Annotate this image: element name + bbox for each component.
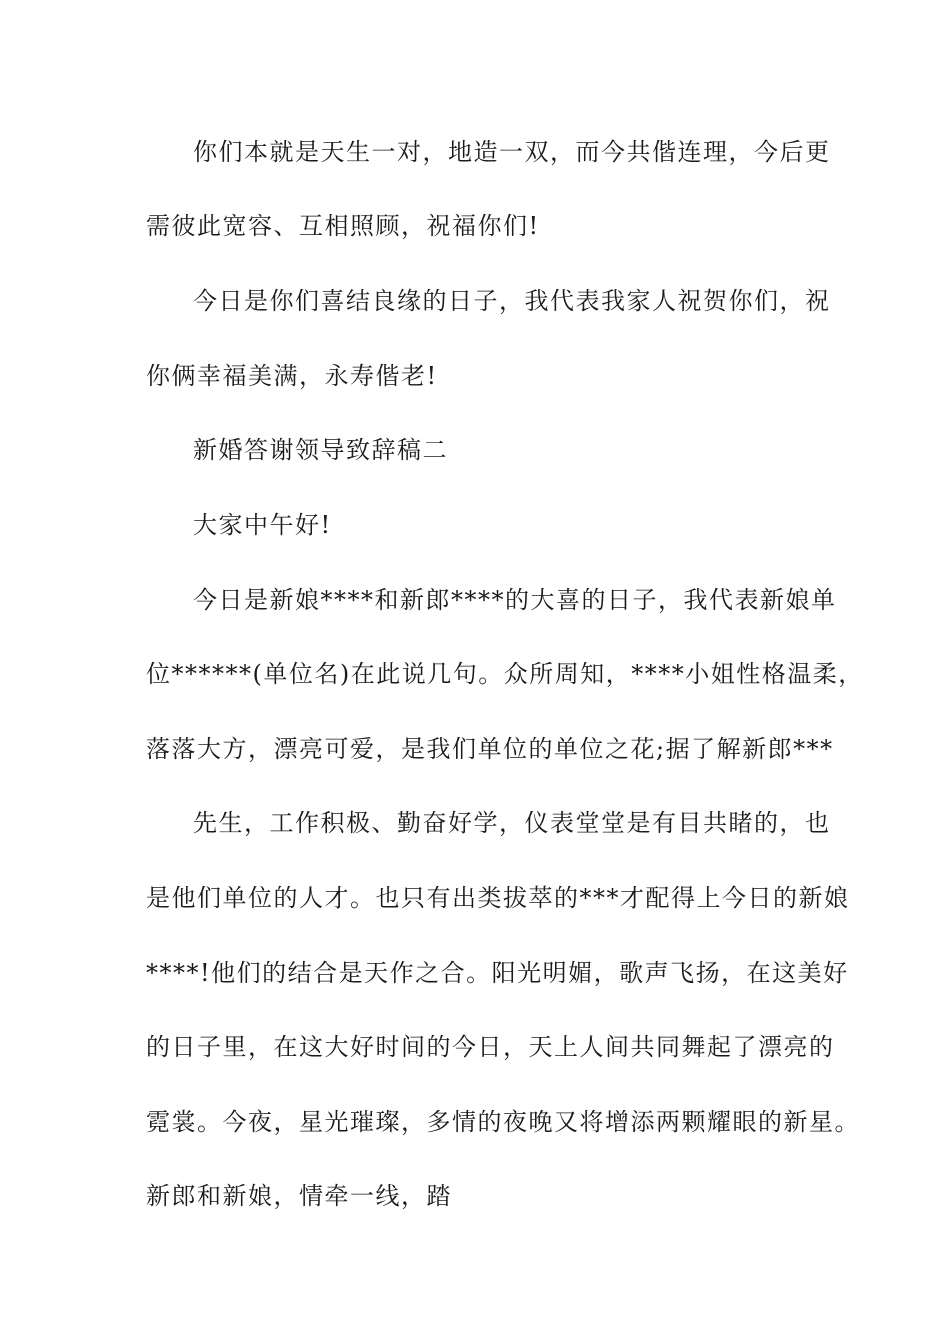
greeting: 大家中午好! <box>193 511 332 539</box>
paragraph-4-line-5: 霓裳。今夜，星光璀璨，多情的夜晚又将增添两颗耀眼的新星。 <box>146 1108 860 1136</box>
paragraph-4-line-1: 先生，工作积极、勤奋好学，仪表堂堂是有目共睹的，也 <box>193 809 831 837</box>
paragraph-4-line-6: 新郎和新娘，情牵一线，踏 <box>146 1182 452 1210</box>
section-title: 新婚答谢领导致辞稿二 <box>193 436 448 464</box>
paragraph-4-line-2: 是他们单位的人才。也只有出类拔萃的***才配得上今日的新娘 <box>146 884 850 912</box>
paragraph-4-line-4: 的日子里，在这大好时间的今日，天上人间共同舞起了漂亮的 <box>146 1033 835 1061</box>
paragraph-1-line-2: 需彼此宽容、互相照顾，祝福你们! <box>146 212 540 240</box>
paragraph-1-line-1: 你们本就是天生一对，地造一双，而今共偕连理，今后更 <box>193 138 831 166</box>
paragraph-3-line-1: 今日是新娘****和新郎****的大喜的日子，我代表新娘单 <box>193 586 837 614</box>
paragraph-3-line-2: 位******(单位名)在此说几句。众所周知，****小姐性格温柔， <box>146 660 864 688</box>
paragraph-2-line-2: 你俩幸福美满，永寿偕老! <box>146 362 438 390</box>
paragraph-2-line-1: 今日是你们喜结良缘的日子，我代表我家人祝贺你们，祝 <box>193 287 831 315</box>
paragraph-3-line-3: 落落大方，漂亮可爱，是我们单位的单位之花;据了解新郎*** <box>146 735 834 763</box>
paragraph-4-line-3: ****!他们的结合是天作之合。阳光明媚，歌声飞扬，在这美好 <box>146 959 849 987</box>
